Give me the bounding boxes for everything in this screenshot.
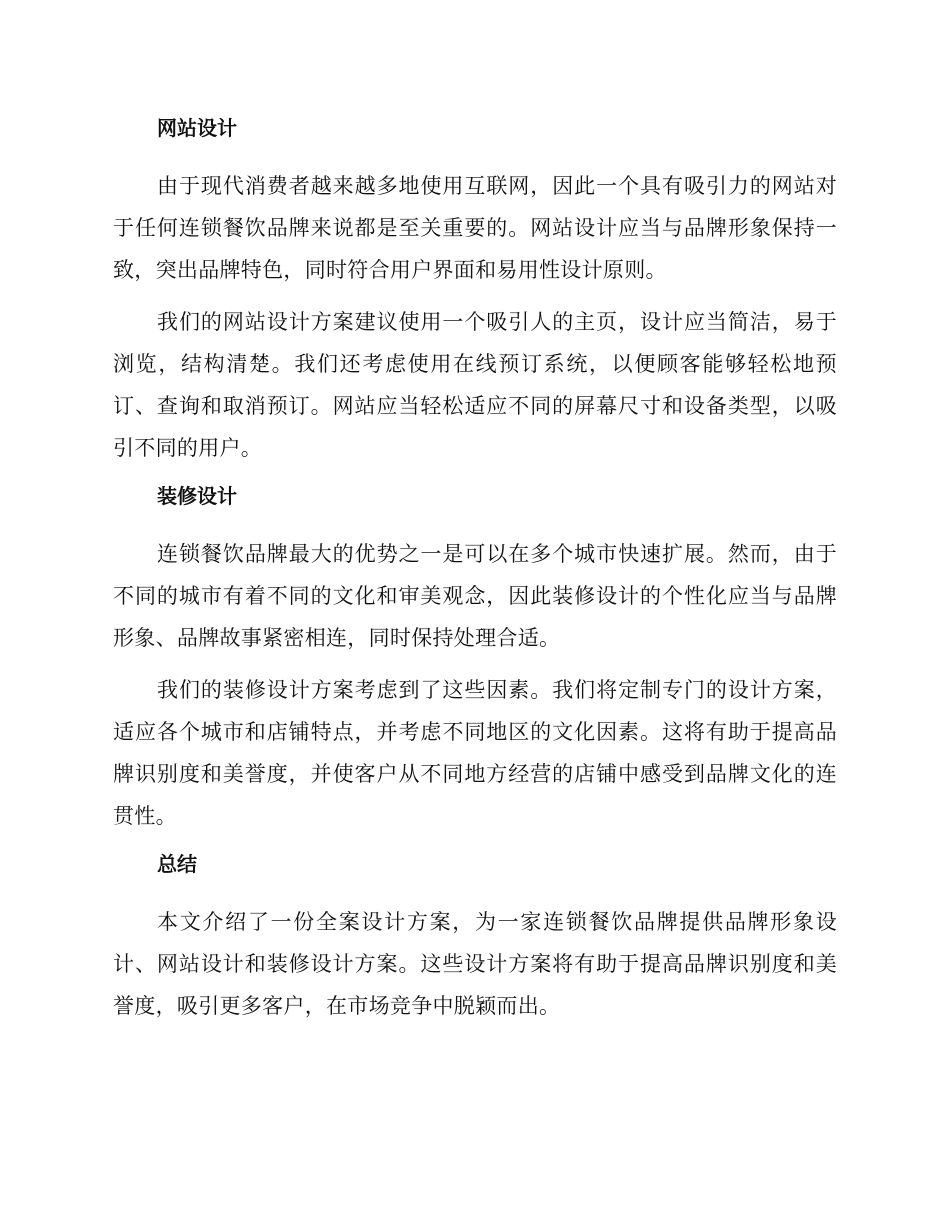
section-summary — [113, 846, 837, 1027]
section-heading: 网站设计 — [157, 116, 237, 140]
paragraph: 本文介绍了一份全案设计方案，为一家连锁餐饮品牌提供品牌形象设计、网站设计和装修设计方案。这些设计方案将有助于提高品牌识别度和美誉度，吸引更多客户，在市场竞争中脱颖而出。 — [113, 910, 837, 1018]
section-website-design — [113, 110, 837, 469]
section-heading: 总结 — [157, 852, 197, 876]
paragraph: 由于现代消费者越来越多地使用互联网，因此一个具有吸引力的网站对于任何连锁餐饮品牌来说都是至关重要的。网站设计应当与品牌形象保持一致，突出品牌特色，同时符合用户界面和易用性设计原则。 — [113, 174, 837, 282]
document-body — [113, 110, 837, 1027]
paragraph: 我们的装修设计方案考虑到了这些因素。我们将定制专门的设计方案，适应各个城市和店铺特点，并考虑不同地区的文化因素。这将有助于提高品牌识别度和美誉度，并使客户从不同地方经营的店铺中感受到品牌文化的连贯性。 — [113, 678, 837, 828]
paragraph: 我们的网站设计方案建议使用一个吸引人的主页，设计应当简洁，易于浏览，结构清楚。我们还考虑使用在线预订系统，以便顾客能够轻松地预订、查询和取消预订。网站应当轻松适应不同的屏幕尺寸和设备类型，以吸引不同的用户。 — [113, 310, 837, 460]
section-interior-design — [113, 478, 837, 837]
paragraph: 连锁餐饮品牌最大的优势之一是可以在多个城市快速扩展。然而，由于不同的城市有着不同的文化和审美观念，因此装修设计的个性化应当与品牌形象、品牌故事紧密相连，同时保持处理合适。 — [113, 542, 837, 650]
section-heading: 装修设计 — [157, 484, 237, 508]
